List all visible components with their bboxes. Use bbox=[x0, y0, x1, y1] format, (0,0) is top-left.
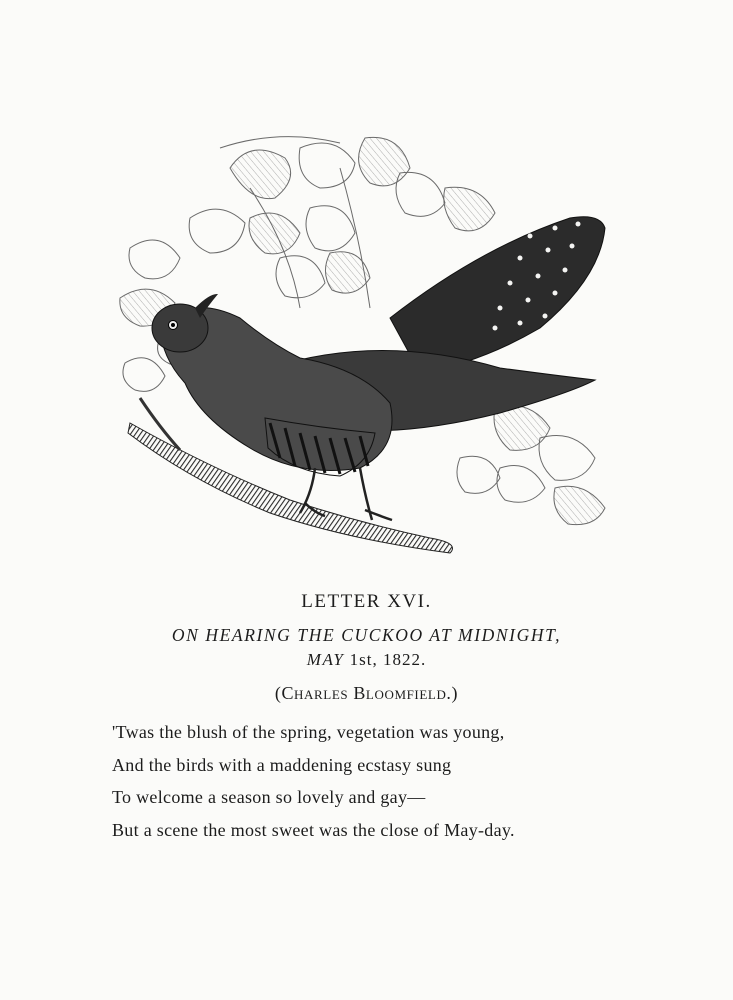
poem-line-4: But a scene the most sweet was the close of May-day. bbox=[112, 819, 515, 840]
author-name: (Charles Bloomfield.) bbox=[274, 683, 459, 703]
letter-title-line1: ON HEARING THE CUCKOO AT MIDNIGHT, bbox=[171, 625, 562, 645]
title-month: MAY bbox=[306, 650, 345, 669]
letter-author bbox=[0, 683, 733, 704]
poem-line-3: To welcome a season so lovely and gay— bbox=[112, 787, 426, 807]
poem-line-2: And the birds with a maddening ecstasy sung bbox=[112, 754, 452, 775]
letter-title-line2 bbox=[0, 650, 733, 670]
poem-stanza bbox=[112, 716, 632, 846]
letter-heading: LETTER XVI. bbox=[301, 591, 432, 612]
title-date: 1st, 1822. bbox=[344, 650, 427, 669]
poem-line-1: 'Twas the blush of the spring, vegetation was young, bbox=[112, 722, 505, 742]
cuckoo-engraving-icon bbox=[100, 128, 620, 568]
